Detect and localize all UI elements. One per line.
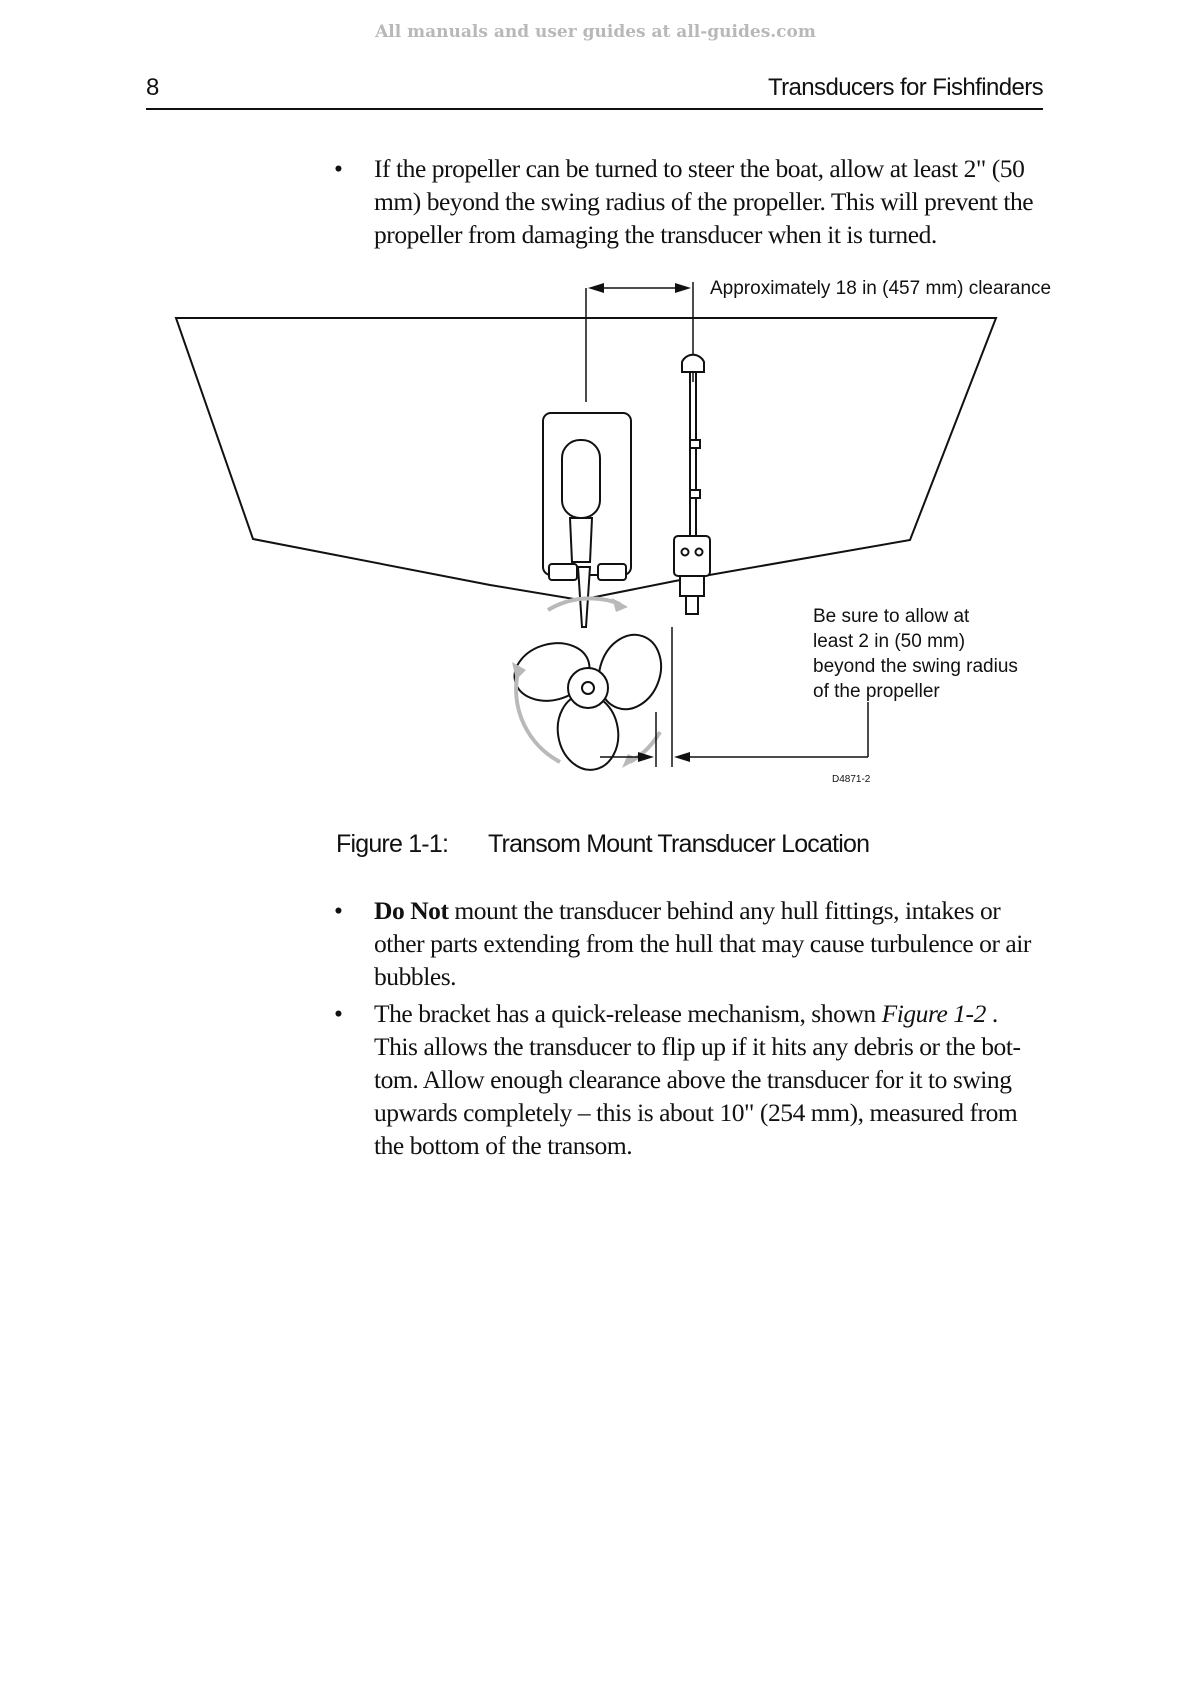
transom-mount-figure — [160, 262, 1060, 822]
bullet-text: The bracket has a quick-release mechanism, shown — [374, 999, 882, 1028]
swing-note-line-2: least 2 in (50 mm) — [813, 631, 966, 652]
figure-code: D4871-2 — [832, 774, 871, 785]
bullet-item — [334, 894, 1046, 993]
swing-note-line-1: Be sure to allow at — [813, 606, 970, 627]
swing-note-line-4: of the propeller — [813, 681, 940, 702]
bullet-item — [334, 997, 1046, 1162]
bullet-glyph: • — [334, 999, 343, 1028]
bullet-bold-lead: Do Not — [374, 896, 449, 925]
propeller — [508, 626, 671, 775]
swing-note-line-3: beyond the swing radius — [813, 656, 1018, 677]
bullet-text: mount the transducer behind any hull fittings, intakes or other parts extending from the hull that may cause turbulence or air bubbles. — [374, 896, 1031, 991]
figure-reference: Figure 1-2 — [881, 999, 986, 1028]
figure-caption-title: Transom Mount Transducer Location — [488, 830, 870, 858]
clearance-label: Approximately 18 in (457 mm) clearance — [710, 278, 1052, 299]
header-rule — [146, 108, 1043, 110]
figure-caption-number: Figure 1-1: — [336, 830, 449, 858]
bullet-glyph: • — [334, 896, 343, 925]
arrowhead-gap-left — [638, 752, 654, 762]
page-number: 8 — [146, 74, 159, 101]
bullet-text: . This allows the transducer to flip up if it hits any debris or the bot-tom. Allow enough clearance above the transducer for it to swing upwards completely – this is about 10" (254 mm), measured from the bottom of the transom. — [374, 999, 1021, 1160]
bullet-text: If the propeller can be turned to steer the boat, allow at least 2" (50 mm) beyond the swing radius of the propeller. This will prevent the propeller from damaging the transducer when it is turned. — [374, 154, 1034, 249]
arrowhead-gap-right — [674, 752, 690, 762]
bullet-list-bottom — [334, 894, 1046, 1166]
arrowhead-right — [675, 283, 691, 293]
running-title: Transducers for Fishfinders — [767, 74, 1043, 101]
bullet-glyph: • — [334, 154, 343, 183]
watermark: All manuals and user guides at all-guides.com — [375, 22, 816, 42]
bullet-item — [334, 152, 1046, 251]
bullet-list-top — [334, 152, 1046, 255]
arrowhead-left — [588, 283, 604, 293]
